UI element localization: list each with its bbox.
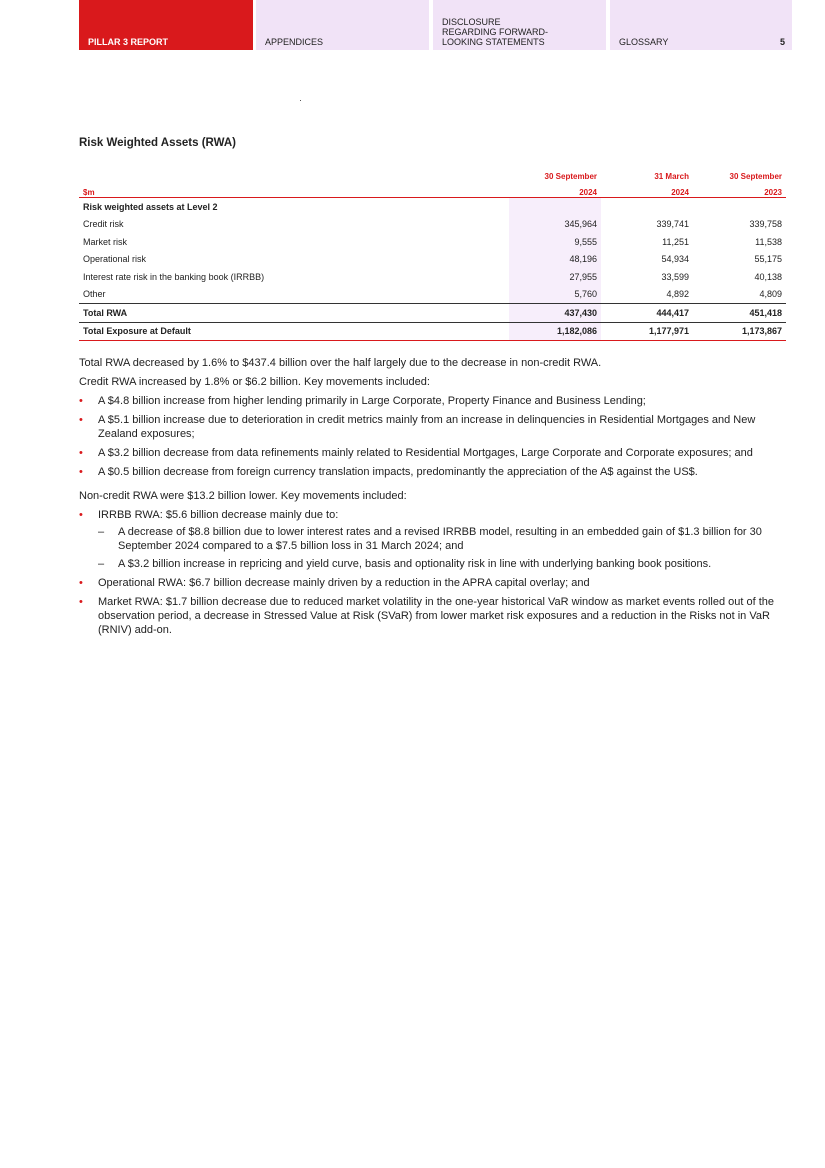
row-label: Interest rate risk in the banking book (IRRBB)	[83, 271, 265, 282]
table-cell: 1,182,086	[509, 322, 601, 341]
table-header-row	[79, 181, 786, 198]
table-cell: 11,251	[662, 236, 689, 247]
table-cell: 5,760	[509, 286, 601, 304]
table-cell: 40,138	[754, 271, 782, 282]
paragraph: Non-credit RWA were $13.2 billion lower. Key movements included:	[79, 490, 407, 502]
row-label: Total Exposure at Default	[79, 322, 509, 341]
table-section-row	[79, 198, 786, 216]
table-row	[79, 216, 786, 234]
list-item: • A $5.1 billion increase due to deterioration in credit metrics mainly from an increase in delinquencies in Residential Mortgages and New Zealand exposures;	[79, 413, 789, 441]
row-label: Market risk	[83, 236, 128, 247]
table-cell: 4,809	[759, 289, 782, 300]
table-cell: 444,417	[601, 304, 693, 323]
top-navigation	[79, 0, 792, 50]
row-label: Total RWA	[79, 304, 509, 323]
paragraph: Total RWA decreased by 1.6% to $437.4 billion over the half largely due to the decrease in non-credit RWA.	[79, 357, 602, 369]
col-header-bottom: 2024	[601, 181, 693, 198]
table-cell: 339,758	[749, 219, 782, 230]
table-cell: 55,175	[754, 254, 782, 265]
table-cell: 451,418	[693, 304, 786, 323]
col-header-bottom: 2023	[693, 181, 786, 198]
list-item: • Operational RWA: $6.7 billion decrease mainly driven by a reduction in the APRA capital overlay; and	[79, 576, 789, 590]
section-label: Risk weighted assets at Level 2	[83, 201, 218, 212]
tab-glossary[interactable]	[610, 0, 792, 50]
rwa-table	[79, 166, 786, 341]
col-header-top: 31 March	[654, 172, 689, 181]
tab-label: GLOSSARY	[619, 37, 669, 47]
table-cell: 345,964	[509, 216, 601, 234]
sub-list-item: – A $3.2 billion increase in repricing and yield curve, basis and optionality risk in line with underlying banking book positions.	[98, 557, 789, 571]
col-header-top: 30 September	[544, 172, 597, 181]
col-header-top: 30 September	[729, 172, 782, 181]
tab-forward-looking-statements[interactable]	[433, 0, 606, 50]
table-cell: 54,934	[661, 254, 689, 265]
table-cell: 1,173,867	[693, 322, 786, 341]
table-cell: 9,555	[509, 233, 601, 251]
table-cell: 4,892	[666, 289, 689, 300]
row-label: Operational risk	[83, 254, 147, 265]
list-item: • A $0.5 billion decrease from foreign currency translation impacts, predominantly the appreciation of the A$ against the US$.	[79, 465, 789, 479]
tab-label: DISCLOSURE REGARDING FORWARD- LOOKING STATEMENTS	[442, 17, 549, 47]
credit-movements-list	[79, 394, 789, 479]
table-cell	[509, 198, 601, 216]
table-cell: 437,430	[509, 304, 601, 323]
non-credit-movements-list	[79, 508, 789, 637]
commentary	[79, 356, 789, 647]
total-rwa-row	[79, 304, 786, 323]
table-cell: 339,741	[656, 219, 689, 230]
tab-appendices[interactable]	[256, 0, 429, 50]
decorative-dot	[300, 100, 301, 101]
sub-list-item: – A decrease of $8.8 billion due to lower interest rates and a revised IRRBB model, resulting in an embedded gain of $1.3 billion for 30 September 2024 compared to a $7.5 billion loss in 31 March 2024; and	[98, 525, 789, 553]
page-number: 5	[779, 37, 785, 47]
table-row	[79, 268, 786, 286]
list-item-text: IRRBB RWA: $5.6 billion decrease mainly due to:	[98, 509, 339, 521]
row-label: Other	[83, 289, 106, 300]
tab-label: APPENDICES	[265, 37, 324, 47]
table-cell: 33,599	[661, 271, 689, 282]
table-cell: 48,196	[509, 251, 601, 269]
list-item: • A $3.2 billion decrease from data refinements mainly related to Residential Mortgages, Large Corporate and Corporate exposures; and	[79, 446, 789, 460]
section-title: Risk Weighted Assets (RWA)	[79, 137, 236, 149]
table-cell: 27,955	[509, 268, 601, 286]
list-item: • Market RWA: $1.7 billion decrease due to reduced market volatility in the one-year historical VaR window as market events rolled out of the observation period, a decrease in Stressed Value at Risk (SVaR) from lower market risk exposures and a reduction in the Risks not in VaR (RNIV) add-on.	[79, 595, 789, 637]
tab-label: PILLAR 3 REPORT	[88, 37, 169, 47]
tab-pillar-3-report[interactable]	[79, 0, 253, 50]
header-blank	[79, 166, 509, 181]
table-row	[79, 233, 786, 251]
unit-label: $m	[79, 181, 509, 198]
list-item	[79, 508, 789, 571]
list-item: • A $4.8 billion increase from higher lending primarily in Large Corporate, Property Finance and Business Lending;	[79, 394, 789, 408]
paragraph: Credit RWA increased by 1.8% or $6.2 billion. Key movements included:	[79, 376, 430, 388]
total-ead-row	[79, 322, 786, 341]
table-row	[79, 286, 786, 304]
table-cell: 1,177,971	[601, 322, 693, 341]
table-header-row	[79, 166, 786, 181]
table-row	[79, 251, 786, 269]
col-header-bottom: 2024	[509, 181, 601, 198]
irrbb-sub-list	[98, 525, 789, 571]
row-label: Credit risk	[83, 219, 124, 230]
table-cell: 11,538	[755, 236, 782, 247]
